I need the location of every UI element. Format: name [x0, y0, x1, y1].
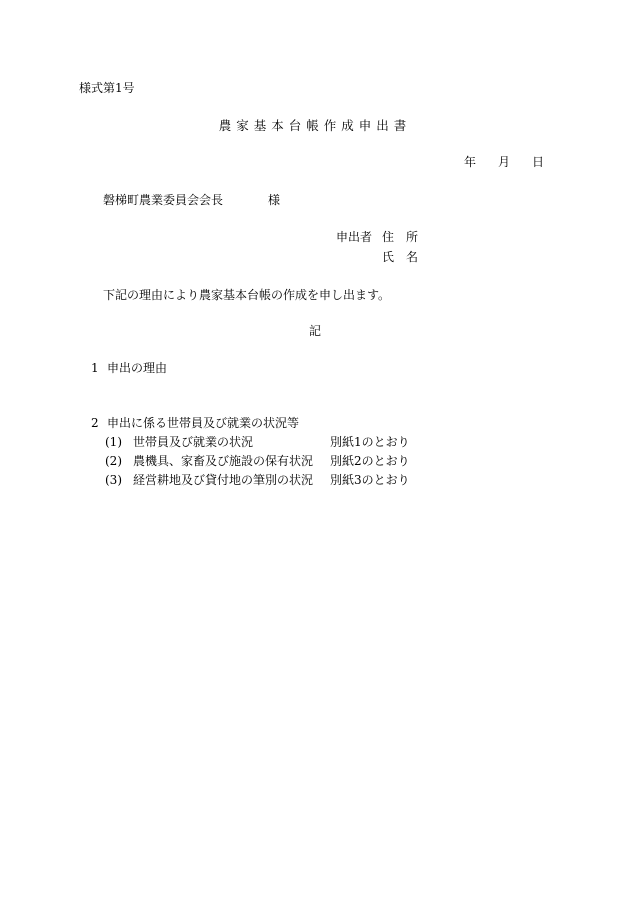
list-item	[105, 455, 313, 467]
section-reason	[91, 362, 167, 374]
item-reference: 別紙1のとおり	[330, 435, 410, 449]
item-text: 世帯員及び就業の状況	[133, 435, 254, 449]
section-number: 1	[91, 361, 99, 375]
item-text: 経営耕地及び貸付地の筆別の状況	[133, 473, 314, 487]
list-item	[105, 436, 253, 448]
item-number: (1)	[105, 435, 122, 449]
item-number: (3)	[105, 473, 122, 487]
date-day: 日	[532, 155, 545, 169]
date-line	[442, 156, 544, 168]
section-title: 申出に係る世帯員及び就業の状況等	[107, 416, 300, 430]
section-title: 申出の理由	[107, 361, 168, 375]
applicant-label: 申出者	[336, 230, 373, 244]
item-number: (2)	[105, 454, 122, 468]
applicant-address-label: 住 所	[382, 230, 419, 244]
list-item	[105, 474, 313, 486]
item-reference: 別紙3のとおり	[330, 473, 410, 487]
item-reference: 別紙2のとおり	[330, 454, 410, 468]
addressee-honorific: 様	[268, 193, 281, 207]
intro-text: 下記の理由により農家基本台帳の作成を申し出ます。	[103, 288, 391, 302]
addressee-name: 磐梯町農業委員会会長	[103, 193, 224, 207]
applicant-name-label: 氏 名	[382, 250, 419, 264]
item-text: 農機具、家畜及び施設の保有状況	[133, 454, 314, 468]
document-title: 農家基本台帳作成申出書	[218, 118, 412, 133]
form-number: 様式第1号	[79, 81, 135, 95]
section-number: 2	[91, 416, 99, 430]
date-year: 年	[464, 155, 477, 169]
ki-heading: 記	[308, 324, 321, 338]
date-month: 月	[498, 155, 511, 169]
section-household-status	[91, 417, 299, 429]
